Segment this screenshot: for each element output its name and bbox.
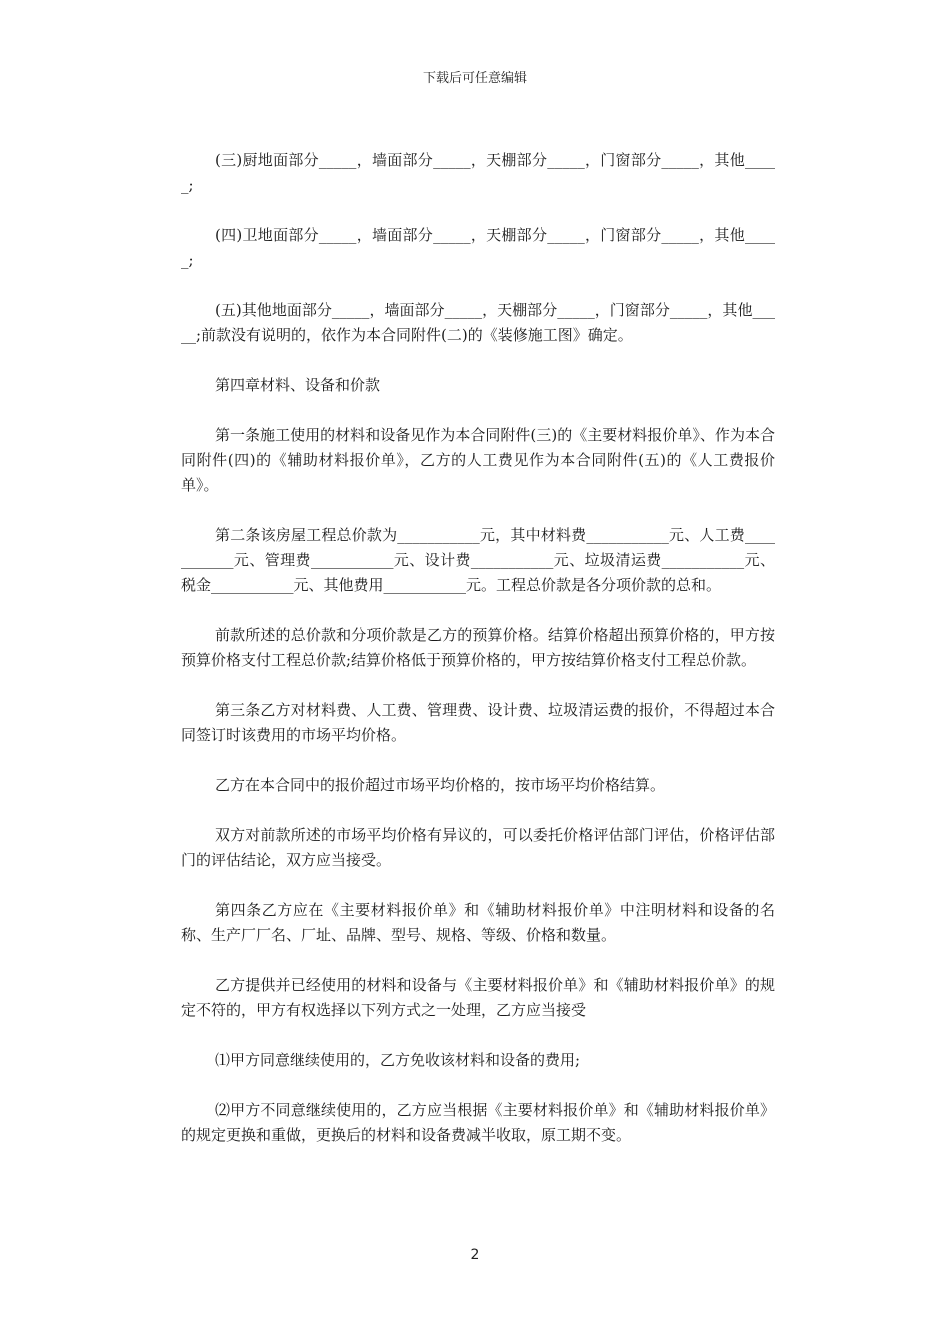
page-number: 2: [470, 1247, 480, 1263]
article-1: 第一条施工使用的材料和设备见作为本合同附件(三)的《主要材料报价单》、作为本合同附件(四)的《辅助材料报价单》，乙方的人工费见作为本合同附件(五)的《人工费报价单》。: [181, 426, 775, 494]
document-body: [181, 148, 775, 1173]
paragraph-price-dispute: 双方对前款所述的市场平均价格有异议的，可以委托价格评估部门评估，价格评估部门的评估结论，双方应当接受。: [181, 826, 775, 869]
header-note: 下载后可任意编辑: [422, 71, 527, 86]
paragraph-nonconforming-materials: 乙方提供并已经使用的材料和设备与《主要材料报价单》和《辅助材料报价单》的规定不符的，甲方有权选择以下列方式之一处理，乙方应当接受: [181, 976, 775, 1019]
list-item-2: ⑵甲方不同意继续使用的，乙方应当根据《主要材料报价单》和《辅助材料报价单》的规定更换和重做，更换后的材料和设备费减半收取，原工期不变。: [181, 1101, 775, 1144]
paragraph-other-areas: (五)其他地面部分_____，墙面部分_____，天棚部分_____，门窗部分_____，其他_____;前款没有说明的，依作为本合同附件(二)的《装修施工图》确定。: [181, 301, 775, 344]
chapter-heading: 第四章材料、设备和价款: [215, 376, 381, 394]
article-3: 第三条乙方对材料费、人工费、管理费、设计费、垃圾清运费的报价，不得超过本合同签订时该费用的市场平均价格。: [181, 701, 775, 744]
paragraph-market-price: 乙方在本合同中的报价超过市场平均价格的，按市场平均价格结算。: [215, 776, 666, 794]
list-item-1: ⑴甲方同意继续使用的，乙方免收该材料和设备的费用;: [215, 1051, 581, 1069]
paragraph-kitchen: (三)厨地面部分_____，墙面部分_____，天棚部分_____，门窗部分_____，其他_____;: [181, 151, 775, 194]
article-4: 第四条乙方应在《主要材料报价单》和《辅助材料报价单》中注明材料和设备的名称、生产厂厂名、厂址、品牌、型号、规格、等级、价格和数量。: [181, 901, 775, 944]
paragraph-budget-price: 前款所述的总价款和分项价款是乙方的预算价格。结算价格超出预算价格的，甲方按预算价格支付工程总价款;结算价格低于预算价格的，甲方按结算价格支付工程总价款。: [181, 626, 775, 669]
article-2: 第二条该房屋工程总价款为___________元，其中材料费___________元、人工费___________元、管理费___________元、设计费___________元、垃圾清运费___________元、税金___________元、其他费用___________元。工程总价款是各分项价款的总和。: [181, 526, 775, 594]
paragraph-bathroom: (四)卫地面部分_____，墙面部分_____，天棚部分_____，门窗部分_____，其他_____;: [181, 226, 775, 269]
